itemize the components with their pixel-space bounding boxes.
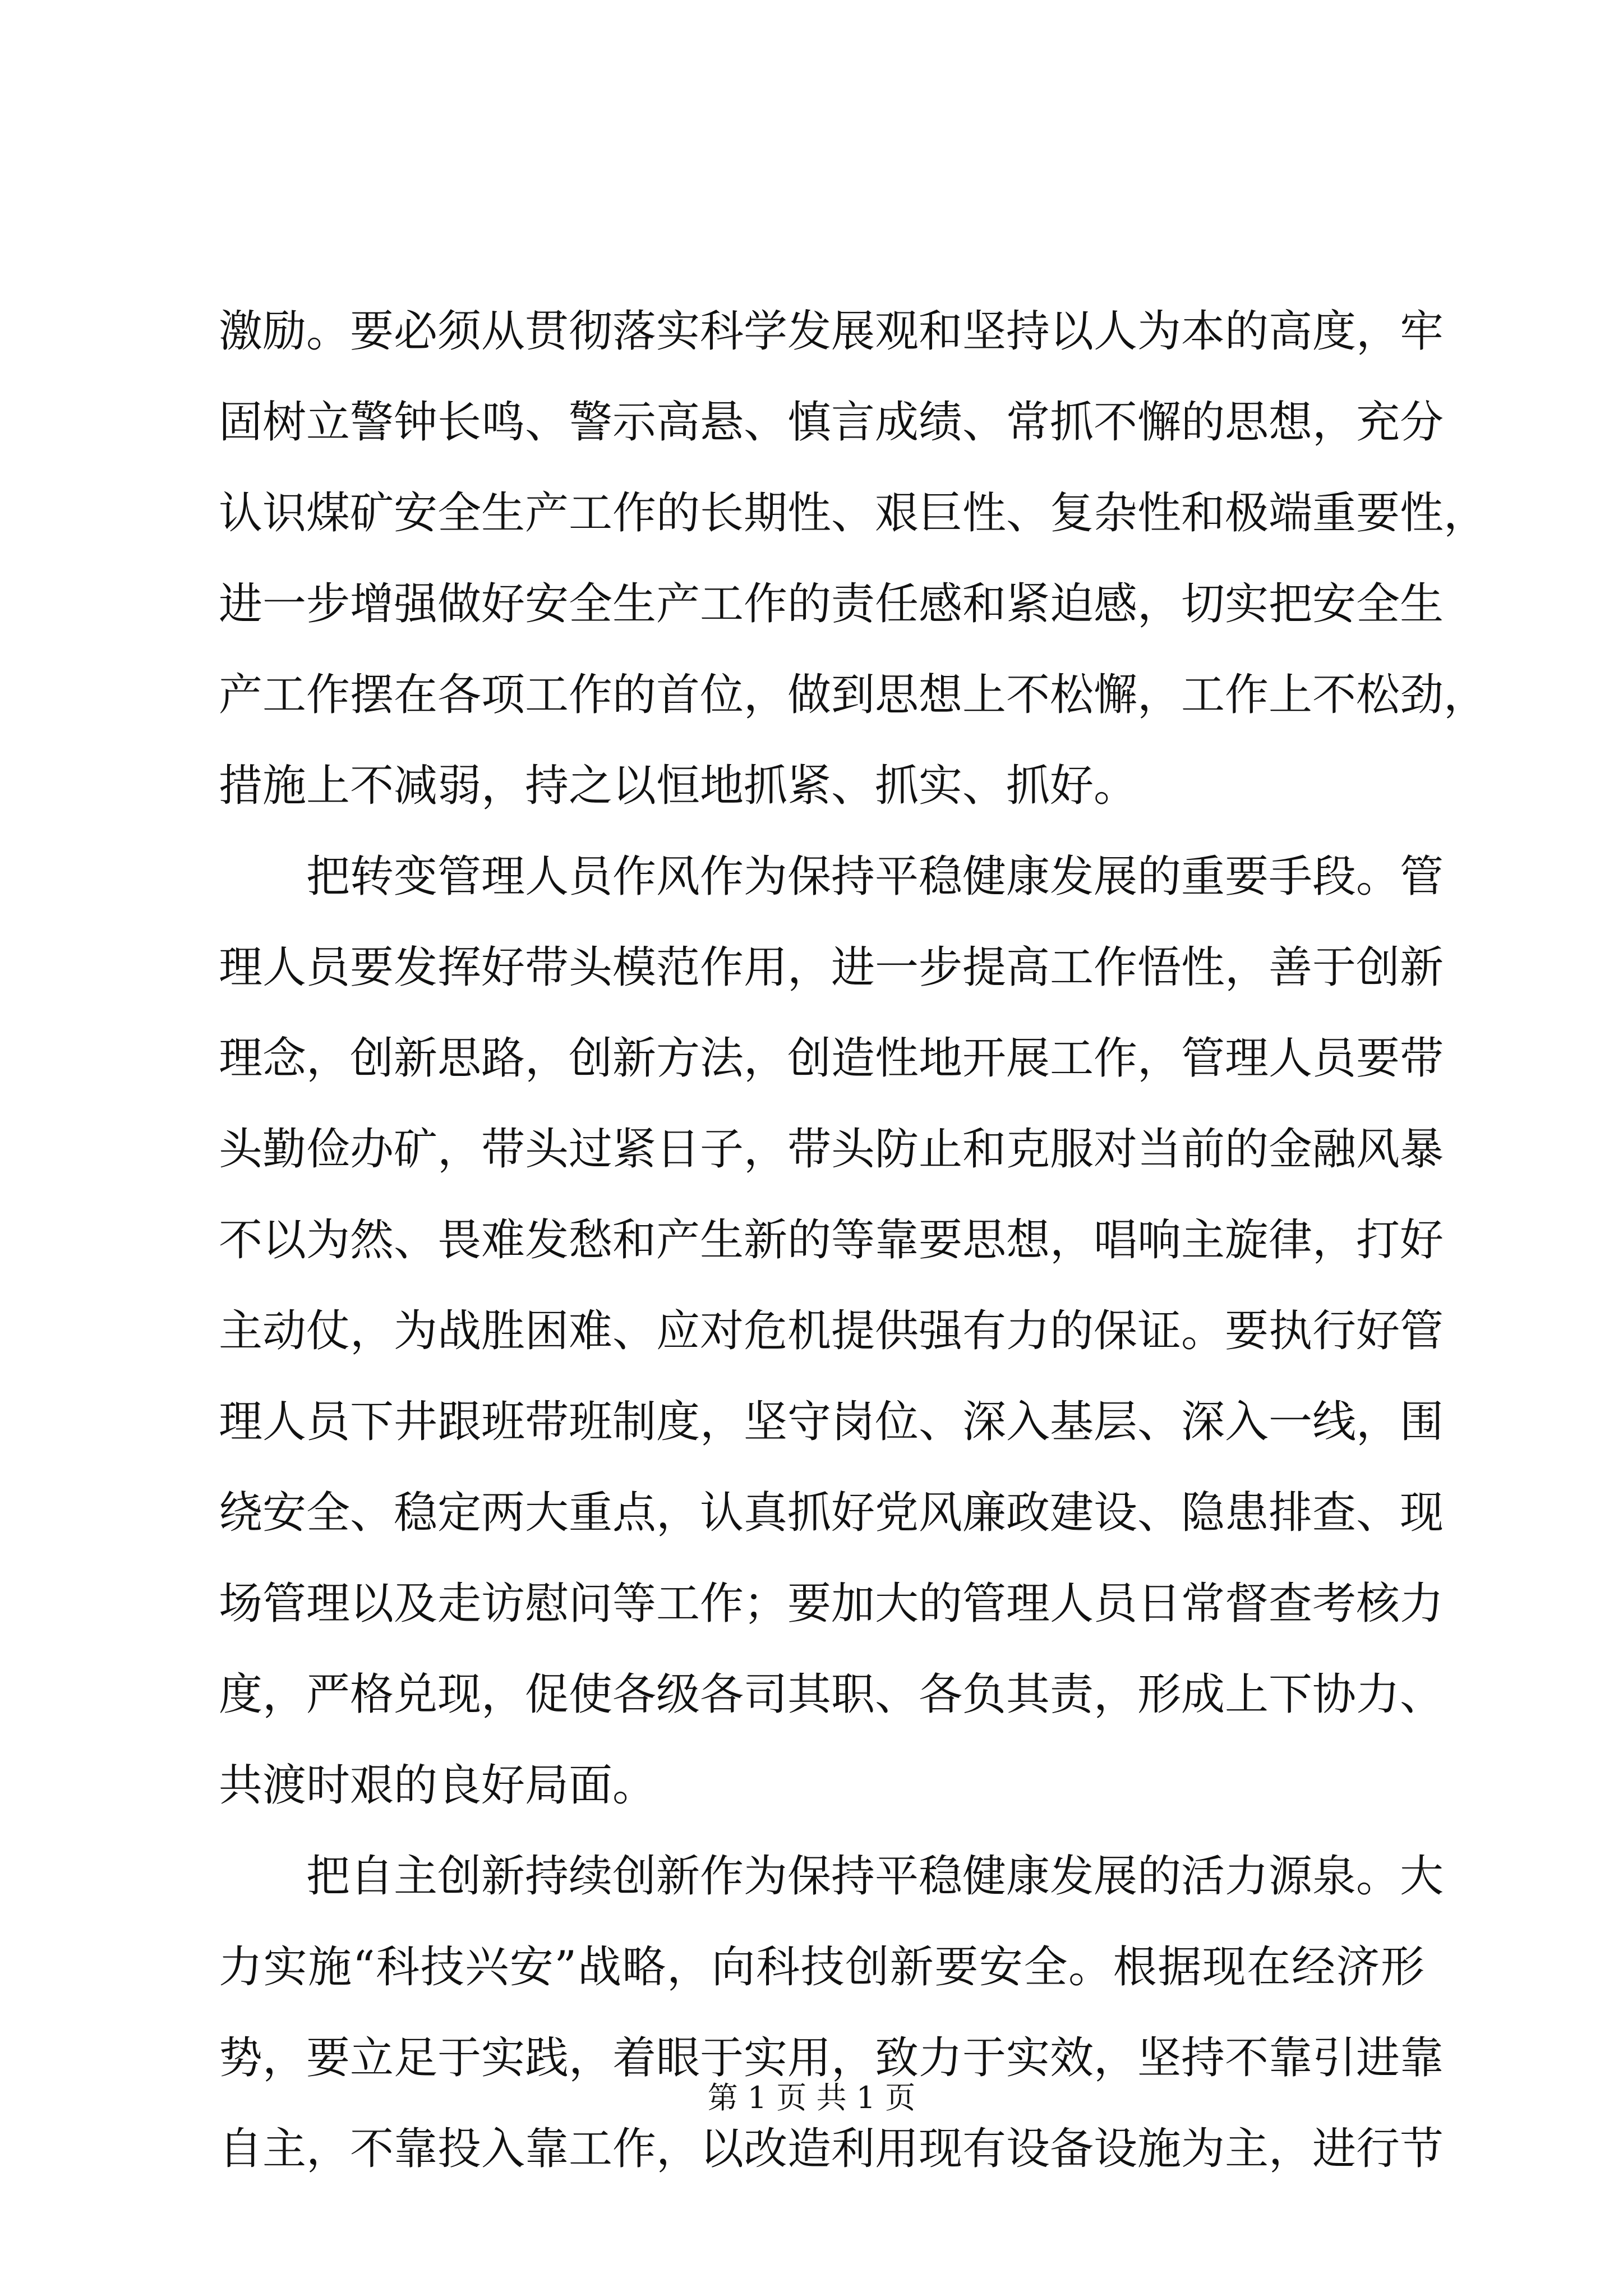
text-line: 头勤俭办矿，带头过紧日子，带头防止和克服对当前的金融风暴 xyxy=(219,1124,1444,1175)
document-body xyxy=(219,286,1488,2194)
text-line: 不以为然、畏难发愁和产生新的等靠要思想，唱响主旋律，打好 xyxy=(219,1215,1444,1266)
text-line: 固树立警钟长鸣、警示高悬、慎言成绩、常抓不懈的思想，充分 xyxy=(219,397,1444,448)
text-line: 势，要立足于实践，着眼于实用，致力于实效，坚持不靠引进靠 xyxy=(219,2033,1444,2083)
paragraph-first-line: 把自主创新持续创新作为保持平稳健康发展的活力源泉。大 xyxy=(306,1851,1444,1902)
text-line: 场管理以及走访慰问等工作；要加大的管理人员日常督查考核力 xyxy=(219,1579,1444,1629)
text-line: 绕安全、稳定两大重点，认真抓好党风廉政建设、隐患排查、现 xyxy=(219,1488,1444,1538)
text-line: 激励。要必须从贯彻落实科学发展观和坚持以人为本的高度，牢 xyxy=(219,306,1444,357)
text-line: 理人员下井跟班带班制度，坚守岗位、深入基层、深入一线，围 xyxy=(219,1397,1444,1447)
paragraph-first-line: 把转变管理人员作风作为保持平稳健康发展的重要手段。管 xyxy=(306,852,1444,902)
text-line: 度，严格兑现，促使各级各司其职、各负其责，形成上下协力、 xyxy=(219,1669,1444,1720)
text-line: 共渡时艰的良好局面。 xyxy=(219,1760,657,1811)
text-line: 进一步增强做好安全生产工作的责任感和紧迫感，切实把安全生 xyxy=(219,579,1444,629)
text-line: 措施上不减弱，持之以恒地抓紧、抓实、抓好。 xyxy=(219,761,1138,811)
text-line: 力实施“科技兴安”战略，向科技创新要安全。根据现在经济形 xyxy=(219,1942,1424,1993)
text-line: 理人员要发挥好带头模范作用，进一步提高工作悟性，善于创新 xyxy=(219,942,1444,993)
text-line: 认识煤矿安全生产工作的长期性、艰巨性、复杂性和极端重要性， xyxy=(219,488,1488,539)
page-footer: 第 1 页 共 1 页 xyxy=(707,2080,916,2115)
text-line: 产工作摆在各项工作的首位，做到思想上不松懈，工作上不松劲， xyxy=(219,670,1488,720)
text-line: 主动仗，为战胜困难、应对危机提供强有力的保证。要执行好管 xyxy=(219,1306,1444,1356)
text-line: 自主，不靠投入靠工作，以改造利用现有设备设施为主，进行节 xyxy=(219,2124,1444,2174)
text-line: 理念，创新思路，创新方法，创造性地开展工作，管理人员要带 xyxy=(219,1033,1444,1084)
